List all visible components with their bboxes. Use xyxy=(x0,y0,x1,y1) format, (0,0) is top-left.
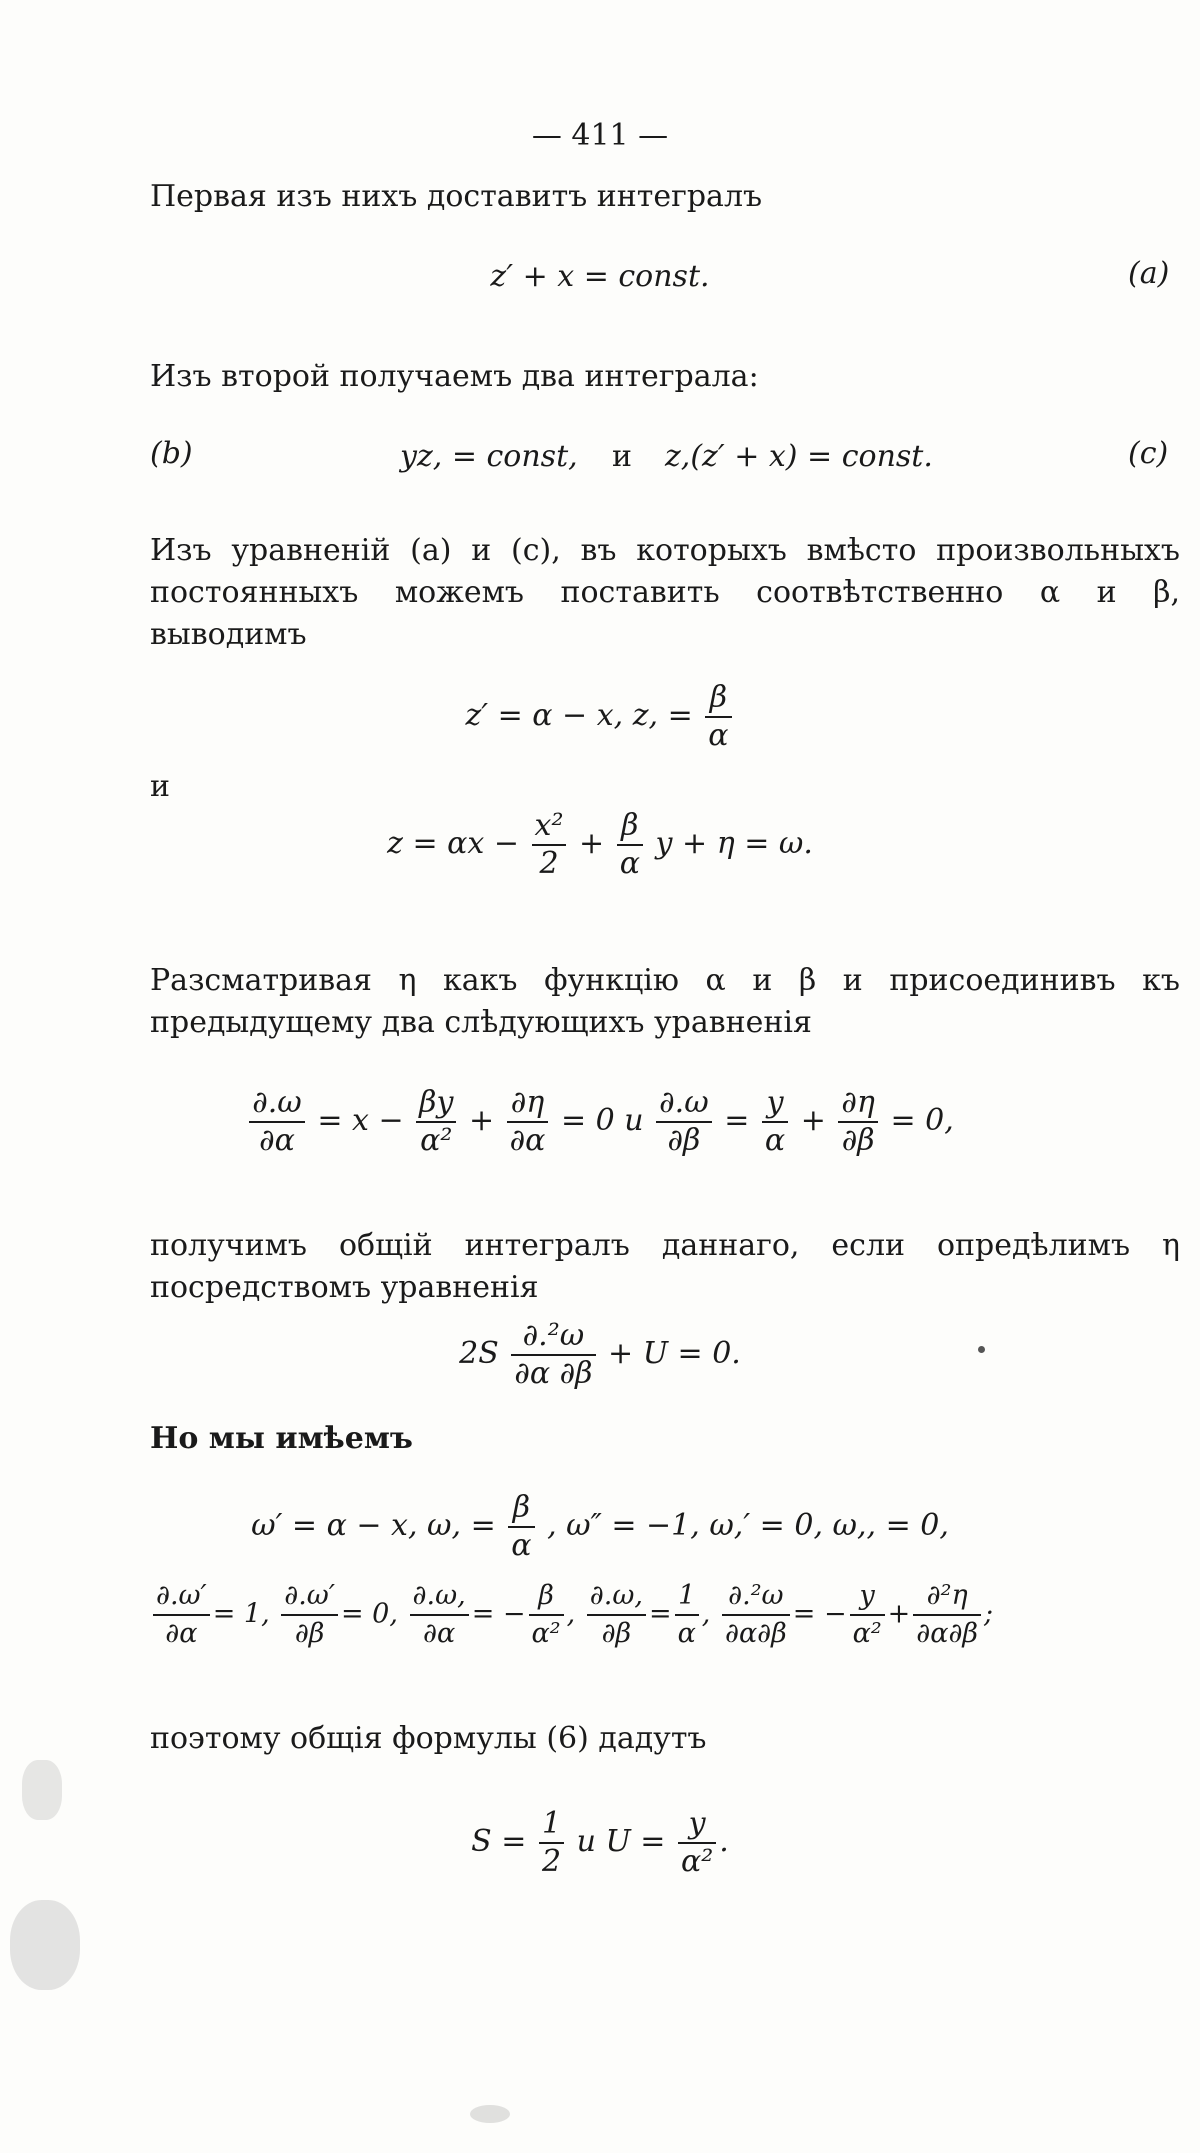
fraction-domega-dalpha xyxy=(249,1085,305,1159)
fraction-denominator: α² xyxy=(420,1123,453,1158)
equation-partials-eq-x: = x − xyxy=(317,1103,404,1138)
page-number: — 411 — xyxy=(531,118,669,153)
fraction-denominator: ∂β xyxy=(667,1123,701,1158)
fraction-t4b xyxy=(675,1578,699,1652)
fraction-denominator: α xyxy=(619,846,640,881)
fraction-numerator: y xyxy=(850,1578,885,1616)
equation-c: z,(z′ + x) = const. xyxy=(665,439,933,474)
text-line-therefore: поэтому общія формулы (6) дадутъ xyxy=(150,1721,707,1756)
text-line-first-integral: Первая изъ нихъ доставитъ интегралъ xyxy=(150,179,763,214)
equation-derivs-t4-mid: = xyxy=(648,1598,672,1630)
equation-2s xyxy=(0,1318,1200,1392)
fraction-t5 xyxy=(722,1578,790,1652)
equation-2s-left: 2S xyxy=(459,1336,499,1371)
fraction-denominator: ∂α∂β xyxy=(724,1618,787,1649)
fraction-deta-dbeta xyxy=(838,1085,878,1159)
equation-final xyxy=(0,1806,1200,1880)
equation-z-plus: + xyxy=(579,826,605,861)
fraction-denominator: 2 xyxy=(541,1844,562,1879)
equation-b-c-conjunction: и xyxy=(612,439,632,474)
equation-plus: + xyxy=(800,1103,826,1138)
fraction-y-over-alpha2 xyxy=(678,1806,716,1880)
equation-derivs-t1-end: = 1, xyxy=(212,1598,270,1630)
equation-omega-part-2: , ω″ = −1, ω,′ = 0, ω,, = 0, xyxy=(547,1508,949,1543)
fraction-numerator: β xyxy=(508,1490,534,1528)
paragraph-general-integral: получимъ общій интегралъ даннаго, если опредѣлимъ η посредствомъ уравненія xyxy=(150,1228,1180,1305)
equation-omega-values xyxy=(0,1490,1200,1564)
fraction-denominator: α² xyxy=(852,1618,882,1649)
fraction-numerator: y xyxy=(762,1085,788,1123)
fraction-beta-y-over-alpha2 xyxy=(416,1085,456,1159)
equation-plus: + xyxy=(468,1103,495,1138)
fraction-t1 xyxy=(153,1578,210,1652)
fraction-x2-over-2 xyxy=(532,808,567,882)
equation-z-prime xyxy=(0,680,1200,754)
fraction-denominator: ∂β xyxy=(294,1618,325,1649)
ink-speck xyxy=(978,1346,985,1353)
equation-partials xyxy=(0,1085,1200,1159)
fraction-numerator: ∂.²ω xyxy=(511,1318,595,1356)
text-line-second-integrals: Изъ второй получаемъ два интеграла: xyxy=(150,359,759,394)
fraction-beta-over-alpha xyxy=(705,680,731,754)
fraction-numerator: ∂.ω xyxy=(249,1085,305,1123)
fraction-denominator: α² xyxy=(680,1844,714,1879)
fraction-t5b xyxy=(850,1578,885,1652)
equation-z-omega xyxy=(0,808,1200,882)
equation-z-prime-left: z′ = α − x, z, = xyxy=(465,698,693,733)
scan-noise xyxy=(470,2105,510,2123)
fraction-denominator: α xyxy=(511,1528,532,1563)
equation-derivs-t3-mid: = − xyxy=(471,1598,526,1630)
fraction-numerator: ∂.²ω xyxy=(722,1578,790,1616)
paragraph-from-equations: Изъ уравненій (a) и (c), въ которыхъ вмѣсто произвольныхъ постоянныхъ можемъ поставить соотвѣтственно α и β, выводимъ xyxy=(150,533,1180,652)
fraction-numerator: β xyxy=(617,808,643,846)
scan-noise xyxy=(22,1760,62,1820)
fraction-numerator: βy xyxy=(416,1085,456,1123)
fraction-denominator: ∂β xyxy=(601,1618,632,1649)
equation-final-mid: и U = xyxy=(576,1824,666,1859)
scan-noise xyxy=(10,1900,80,1990)
equation-derivs-t4-end: , xyxy=(701,1598,711,1630)
fraction-beta-over-alpha xyxy=(617,808,643,882)
fraction-t3 xyxy=(410,1578,469,1652)
fraction-deta-dalpha xyxy=(507,1085,549,1159)
fraction-numerator: ∂.ω xyxy=(656,1085,712,1123)
equation-z-part-1: z = αx − xyxy=(387,826,519,861)
equation-omega-part-1: ω′ = α − x, ω, = xyxy=(251,1508,496,1543)
equation-equals: = xyxy=(724,1103,750,1138)
fraction-beta-over-alpha xyxy=(508,1490,534,1564)
fraction-denominator: α xyxy=(764,1123,786,1158)
fraction-numerator: 1 xyxy=(675,1578,699,1616)
fraction-t5c xyxy=(913,1578,981,1652)
text-line-we-have: Но мы имѣемъ xyxy=(150,1421,413,1456)
equation-2s-right: + U = 0. xyxy=(608,1336,741,1371)
fraction-numerator: y xyxy=(678,1806,716,1844)
paragraph-considering-eta: Разсматривая η какъ функцію α и β и присоединивъ къ предыдущему два слѣдующихъ уравненія xyxy=(150,963,1180,1040)
fraction-denominator: α xyxy=(677,1618,696,1649)
equation-final-s: S = xyxy=(471,1824,527,1859)
equation-z-part-3: y + η = ω. xyxy=(655,826,813,861)
equation-derivatives xyxy=(150,1578,993,1652)
equation-label-b: (b) xyxy=(150,436,193,471)
fraction-y-over-alpha xyxy=(762,1085,788,1159)
equation-final-end: . xyxy=(719,1824,729,1859)
fraction-numerator: x² xyxy=(532,808,567,846)
equation-b: yz, = const, xyxy=(400,439,578,474)
fraction-numerator: ∂η xyxy=(838,1085,878,1123)
equation-derivs-t5-end: ; xyxy=(984,1598,994,1630)
fraction-numerator: ∂.ω′ xyxy=(281,1578,338,1616)
fraction-denominator: α xyxy=(708,718,729,753)
fraction-numerator: β xyxy=(529,1578,564,1616)
fraction-denominator: ∂α xyxy=(165,1618,198,1649)
fraction-d2omega xyxy=(511,1318,595,1392)
fraction-numerator: β xyxy=(705,680,731,718)
fraction-t3b xyxy=(529,1578,564,1652)
fraction-denominator: ∂β xyxy=(841,1123,875,1158)
fraction-denominator: ∂α xyxy=(509,1123,546,1158)
fraction-numerator: ∂η xyxy=(507,1085,549,1123)
fraction-t2 xyxy=(281,1578,338,1652)
fraction-one-half xyxy=(539,1806,564,1880)
fraction-numerator: ∂²η xyxy=(913,1578,981,1616)
equation-label-a: (a) xyxy=(1128,256,1170,291)
fraction-denominator: ∂α ∂β xyxy=(514,1356,593,1391)
fraction-denominator: 2 xyxy=(539,846,559,881)
fraction-t4 xyxy=(587,1578,646,1652)
equation-partials-end: = 0, xyxy=(890,1103,954,1138)
equation-label-c: (c) xyxy=(1128,436,1169,471)
equation-partials-zero-and: = 0 и xyxy=(560,1103,644,1138)
equation-a: z′ + x = const. xyxy=(490,259,710,294)
fraction-denominator: ∂α xyxy=(259,1123,295,1158)
equation-derivs-t2-end: = 0, xyxy=(340,1598,398,1630)
fraction-denominator: α² xyxy=(531,1618,561,1649)
fraction-numerator: ∂.ω, xyxy=(587,1578,646,1616)
equation-derivs-t5-plus: + xyxy=(887,1598,911,1630)
fraction-denominator: ∂α xyxy=(423,1618,456,1649)
word-and: и xyxy=(150,769,170,804)
fraction-denominator: ∂α∂β xyxy=(916,1618,979,1649)
fraction-numerator: 1 xyxy=(539,1806,564,1844)
fraction-numerator: ∂.ω′ xyxy=(153,1578,210,1616)
equation-derivs-t5-mid: = − xyxy=(792,1598,847,1630)
equation-derivs-t3-end: , xyxy=(566,1598,576,1630)
fraction-numerator: ∂.ω, xyxy=(410,1578,469,1616)
fraction-domega-dbeta xyxy=(656,1085,712,1159)
